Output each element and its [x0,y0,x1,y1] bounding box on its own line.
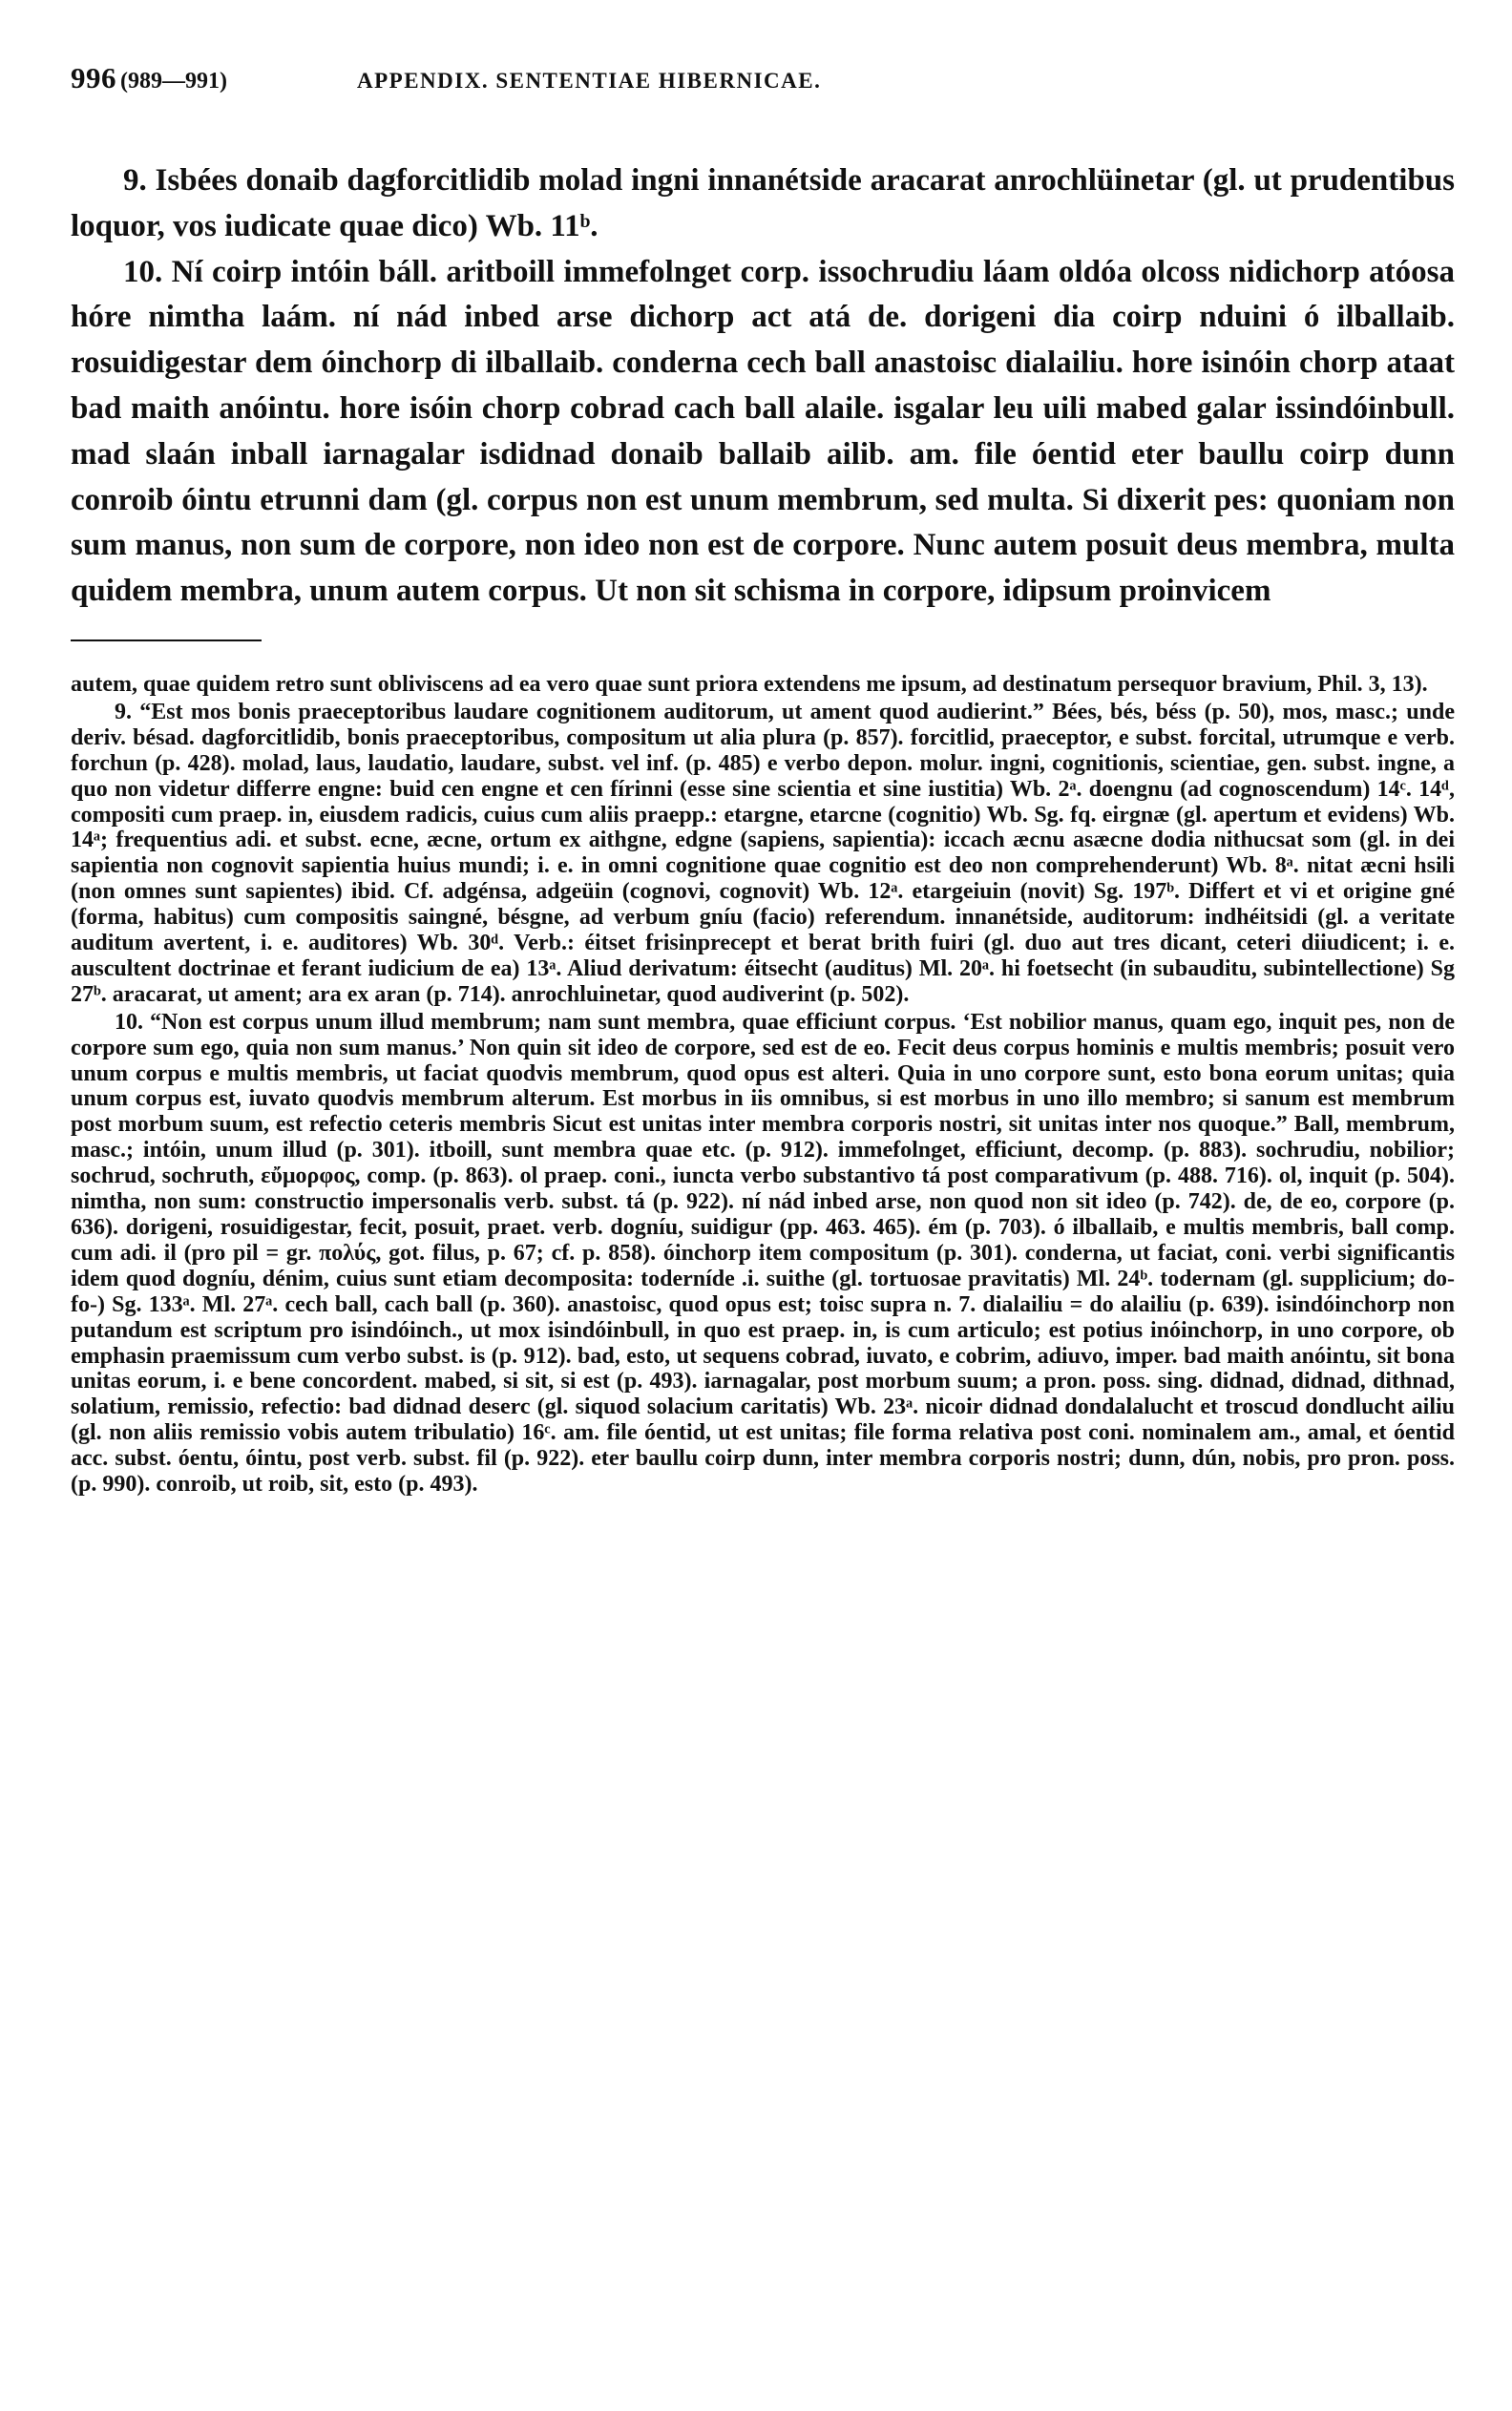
paragraph-10: 10. Ní coirp intóin báll. aritboill immefolnget corp. issochrudiu láam oldóa olcoss nidichorp atóosa hóre nimtha laám. ní nád inbed arse dichorp act atá de. dorigeni dia coirp nduini ó ilballaib. rosuidigestar dem óinchorp di ilballaib. conderna cech ball anastoisc dialailiu. hore isinóin chorp ataat bad maith anóintu. hore isóin chorp cobrad cach ball alaile. isgalar leu uili mabed galar issindóinbull. mad slaán inball iarnagalar isdidnad donaib ballaib ailib. am. file óentid eter baullu coirp dunn conroib óintu etrunni dam (gl. corpus non est unum membrum, sed multa. Si dixerit pes: quoniam non sum manus, non sum de corpore, non ideo non est de corpore. Nunc autem posuit deus membra, multa quidem membra, unum autem corpus. Ut non sit schisma in corpore, idipsum proinvicem [71,254,1455,609]
page-number: 996 [71,61,116,94]
footnote-9: 9. “Est mos bonis praeceptoribus laudare cognitionem auditorum, ut ament quod audierint.” Bées, bés, béss (p. 50), mos, masc.; unde deriv. bésad. dagforcitlidib, bonis praeceptoribus, compositum ut alia plura (p. 857). forcitlid, praeceptor, e subst. forcital, utrumque e verb. forchun (p. 428). molad, laus, laudatio, laudare, subst. vel inf. (p. 485) e verbo depon. molur. ingni, cognitionis, scientiae, gen. subst. ingne, a quo non videtur differre engne: buid cen engne et cen fírinni (esse sine scientia et sine iustitia) Wb. 2ᵃ. doengnu (ad cognoscendum) 14ᶜ. 14ᵈ, compositi cum praep. in, eiusdem radicis, cuius cum aliis praepp.: etargne, etarcne (cognitio) Wb. Sg. fq. eirgnæ (gl. apertum et evidens) Wb. 14ᵃ; frequentius adi. et subst. ecne, æcne, ortum ex aithgne, edgne (sapiens, sapientia): iccach æcnu asæcne dodia nithucsat som (gl. in dei sapientia non cognovit sapientia huius mundi; i. e. in omni cognitione quae cognitio est deo non comprehenderunt) Wb. 8ᵃ. nitat æcni hsili (non omnes sunt sapientes) ibid. Cf. adgénsa, adgeüin (cognovi, cognovit) Wb. 12ᵃ. etargeiuin (novit) Sg. 197ᵇ. Differt et vi et origine gné (forma, habitus) cum compositis saingné, bésgne, ad verbum gníu (facio) referendum. innanétside, auditorum: indhéitsidi (gl. a veritate auditum avertent, i. e. auditores) Wb. 30ᵈ. Verb.: éitset frisinprecept et berat brith fuiri (gl. duo aut tres dicant, ceteri diiudicent; i. e. auscultent doctrinae et ferant iudicium de ea) 13ᵃ. Aliud derivatum: éitsecht (auditus) Ml. 20ᵃ. hi foetsecht (in subauditu, subintellectione) Sg 27ᵇ. aracarat, ut ament; ara ex aran (p. 714). anrochluinetar, quod audiverint (p. 502). [71,699,1455,1007]
footnote-rule [71,639,262,641]
footnotes [71,672,1455,1498]
running-header [71,61,1455,99]
page-range: (989—991) [120,69,227,94]
footnote-continuation: autem, quae quidem retro sunt obliviscens ad ea vero quae sunt priora extendens me ipsum, ad destinatum persequor bravium, Phil. 3, 13). [71,671,1428,697]
main-text [71,158,1455,615]
running-title: APPENDIX. SENTENTIAE HIBERNICAE. [356,69,822,93]
paragraph-9: 9. Isbées donaib dagforcitlidib molad ingni innanétside aracarat anrochlüinetar (gl. ut prudentibus loquor, vos iudicate quae dico) Wb. 11ᵇ. [71,163,1455,243]
footnote-10: 10. “Non est corpus unum illud membrum; nam sunt membra, quae efficiunt corpus. ‘Est nobilior manus, quam ego, inquit pes, non de corpore sum ego, quia non sum manus.’ Non quin sit ideo de corpore, sed est de eo. Fecit deus corpus hominis e multis membris; posuit vero unum corpus e multis membris, ut faciat quodvis membrum, quod opus est alteri. Quia in uno corpore sunt, esto bona eorum unitas; quia unum corpus est, iuvato quodvis membrum alterum. Est morbus in iis omnibus, si est morbus in uno illo membro; si sanum est membrum post morbum suum, est refectio ceteris membris Sicut est unitas inter membra corporis nostri, sit unitas inter nos quoque.” Ball, membrum, masc.; intóin, unum illud (p. 301). itboill, sunt membra quae etc. (p. 912). immefolnget, efficiunt, decomp. (p. 883). sochrudiu, nobilior; sochrud, sochruth, εὔμορφος, comp. (p. 863). ol praep. coni., iuncta verbo substantivo tá post comparativum (p. 488. 716). ol, inquit (p. 504). nimtha, non sum: constructio impersonalis verb. subst. tá (p. 922). ní nád inbed arse, non quod non sit ideo (p. 742). de, de eo, corpore (p. 636). dorigeni, rosuidigestar, fecit, posuit, praet. verb. dogníu, suidigur (pp. 463. 465). ém (p. 703). ó ilballaib, e multis membris, ball comp. cum adi. il (pro pil = gr. πολύς, got. filus, p. 67; cf. p. 858). óinchorp item compositum (p. 301). conderna, ut faciat, coni. verbi significantis idem quod dogníu, dénim, cuius sunt etiam decomposita: toderníde .i. suithe (gl. tortuosae pravitatis) Ml. 24ᵇ. todernam (gl. supplicium; do-fo-) Sg. 133ᵃ. Ml. 27ᵃ. cech ball, cach ball (p. 360). anastoisc, quod opus est; toisc supra n. 7. dialailiu = do alailiu (p. 639). isindóinchorp non putandum est scriptum pro isindóinch., ut mox isindóinbull, in quo est praep. in, is cum articulo; est potius inóinchorp, in uno corpore, ob emphasin praemissum cum verbo subst. is (p. 912). bad, esto, ut sequens cobrad, iuvato, e cobrim, adiuvo, imper. bad maith anóintu, sit bona unitas eorum, i. e bene concordent. mabed, si sit, si est (p. 493). iarnagalar, post morbum suum; a pron. poss. sing. didnad, didnad, dithnad, solatium, remissio, refectio: bad didnad deserc (gl. siquod solacium caritatis) Wb. 23ᵃ. nicoir didnad dondalalucht et troscud dondlucht ailiu (gl. non aliis remissio vobis autem tribulatio) 16ᶜ. am. file óentid, ut est unitas; file forma relativa post coni. nominalem am., amal, et óentid acc. subst. óentu, óintu, post verb. subst. fil (p. 922). eter baullu coirp dunn, inter membra corporis nostri; dunn, dún, nobis, pro pron. poss. (p. 990). conroib, ut roib, sit, esto (p. 493). [71,1009,1455,1498]
